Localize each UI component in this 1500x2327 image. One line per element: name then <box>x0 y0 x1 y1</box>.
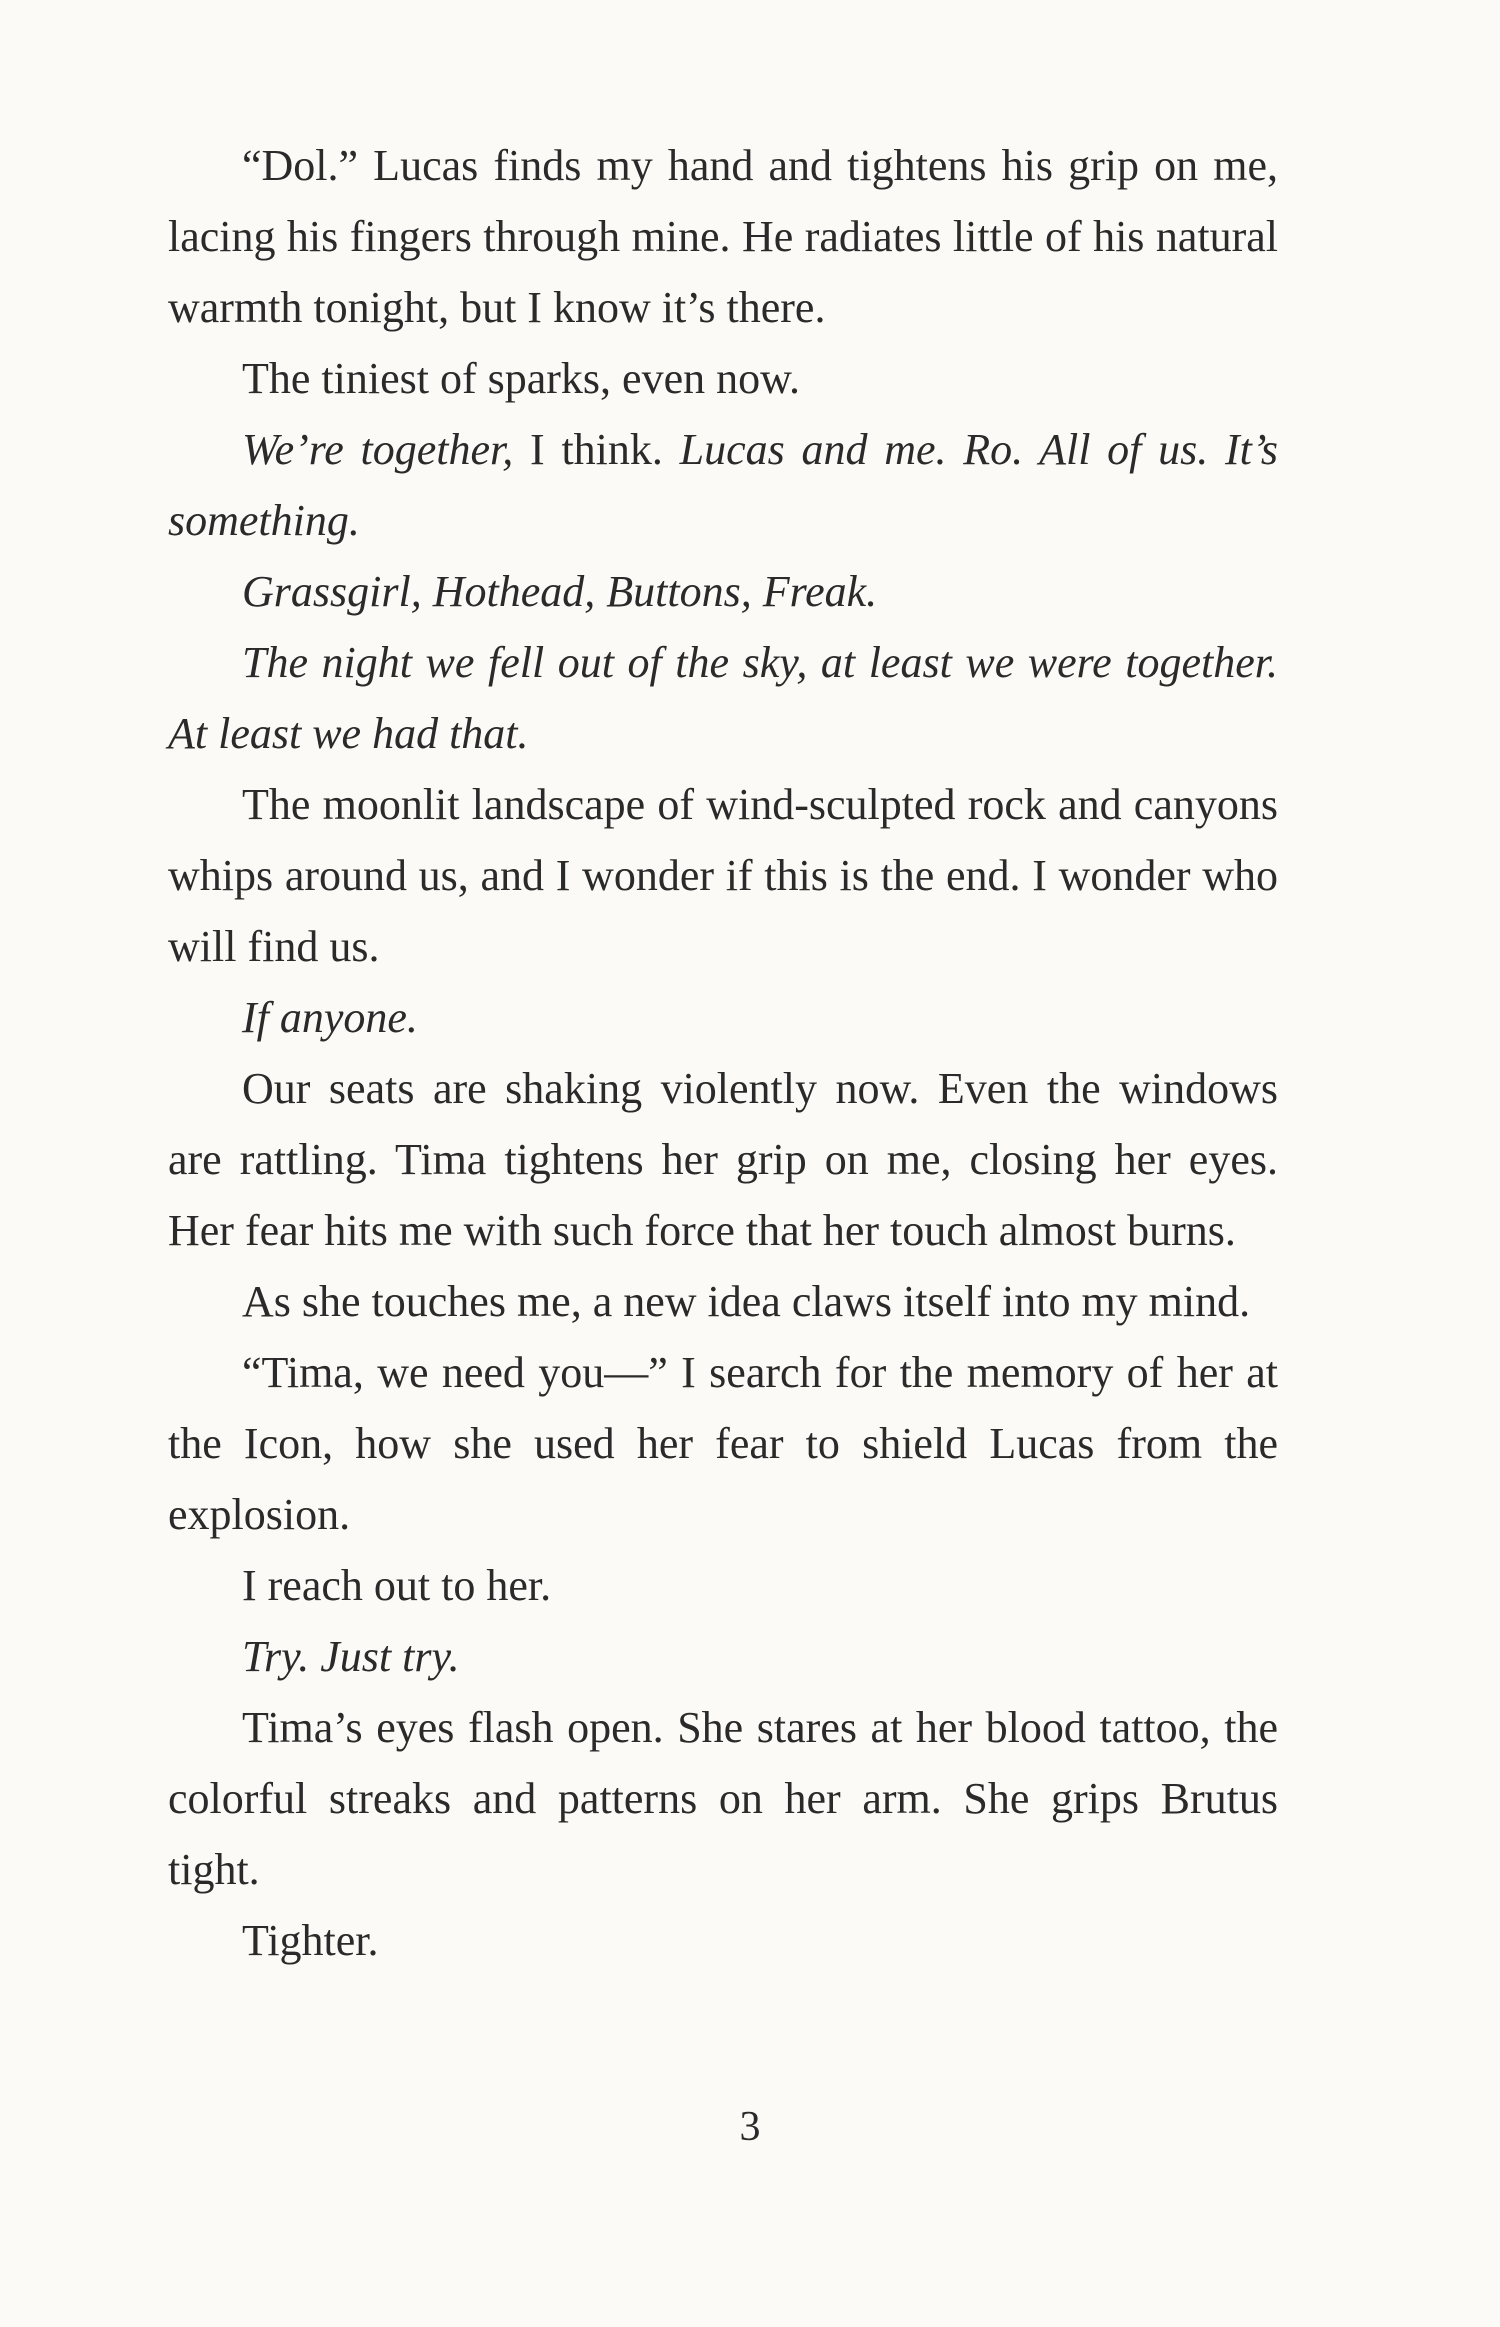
body-text <box>168 130 1278 1976</box>
page-number: 3 <box>739 2104 761 2150</box>
paragraph-11 <box>168 1550 1278 1621</box>
text-segment: Tighter. <box>242 1916 379 1965</box>
italic-segment: Grassgirl, Hothead, Buttons, Freak. <box>242 567 878 616</box>
italic-segment: Lucas and me. Ro. All of us. It’s something. <box>168 425 1278 545</box>
paragraph-5 <box>168 627 1278 769</box>
italic-segment: If anyone. <box>242 993 418 1042</box>
paragraph-12 <box>168 1621 1278 1692</box>
italic-segment: Try. Just try. <box>242 1632 460 1681</box>
italic-segment: We’re together, <box>242 425 514 474</box>
paragraph-2 <box>168 343 1278 414</box>
text-segment: “Tima, we need you—” I search for the memory of her at the Icon, how she used her fear to shield Lucas from the explosion. <box>168 1348 1278 1539</box>
text-segment: I reach out to her. <box>242 1561 552 1610</box>
text-segment: Tima’s eyes flash open. She stares at her blood tattoo, the colorful streaks and patterns on her arm. She grips Brutus tight. <box>168 1703 1278 1894</box>
paragraph-3 <box>168 414 1278 556</box>
text-segment: “Dol.” Lucas finds my hand and tightens his grip on me, lacing his fingers through mine. He radiates little of his natural warmth tonight, but I know it’s there. <box>168 141 1278 332</box>
text-segment: I think. <box>513 425 680 474</box>
paragraph-10 <box>168 1337 1278 1550</box>
paragraph-9 <box>168 1266 1278 1337</box>
paragraph-6 <box>168 769 1278 982</box>
paragraph-4 <box>168 556 1278 627</box>
text-segment: The tiniest of sparks, even now. <box>242 354 801 403</box>
paragraph-14 <box>168 1905 1278 1976</box>
paragraph-1 <box>168 130 1278 343</box>
paragraph-8 <box>168 1053 1278 1266</box>
text-segment: As she touches me, a new idea claws itself into my mind. <box>242 1277 1251 1326</box>
text-segment: The moonlit landscape of wind-sculpted rock and canyons whips around us, and I wonder if this is the end. I wonder who will find us. <box>168 780 1278 971</box>
paragraph-13 <box>168 1692 1278 1905</box>
italic-segment: The night we fell out of the sky, at least we were together. At least we had that. <box>168 638 1278 758</box>
text-segment: Our seats are shaking violently now. Even the windows are rattling. Tima tightens her grip on me, closing her eyes. Her fear hits me with such force that her touch almost burns. <box>168 1064 1278 1255</box>
paragraph-7 <box>168 982 1278 1053</box>
